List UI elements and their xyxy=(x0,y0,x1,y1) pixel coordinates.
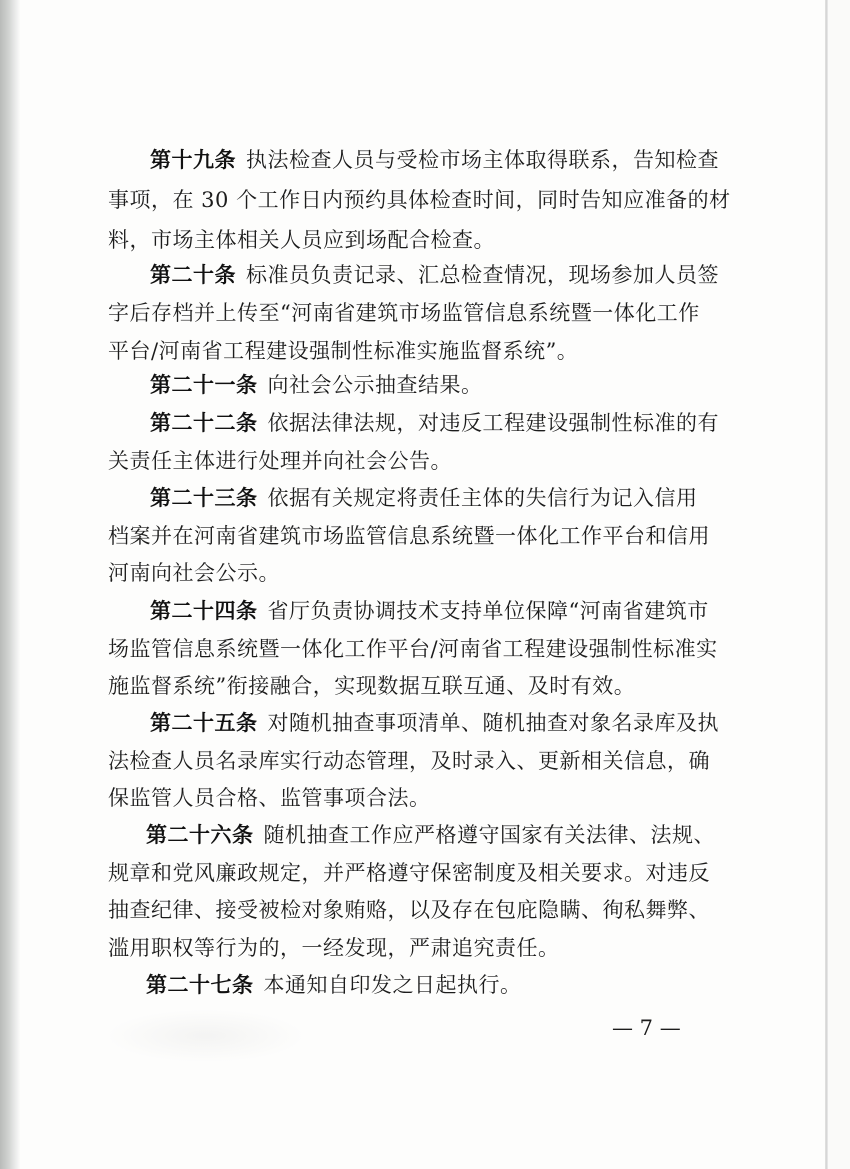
scan-smudge xyxy=(108,1010,303,1062)
article-22-title: 第二十二条 xyxy=(150,411,258,435)
article-23-line-1 xyxy=(150,483,698,513)
page-number: — 7 — xyxy=(612,1016,681,1040)
article-23-line-3: 河南向社会公示。 xyxy=(108,561,280,585)
article-24-line-3: 施监督系统”衔接融合，实现数据互联互通、及时有效。 xyxy=(108,674,636,698)
article-19-title: 第十九条 xyxy=(150,148,236,172)
article-20-line-3: 平台/河南省工程建设强制性标准实施监督系统”。 xyxy=(108,339,579,363)
article-25-line-2: 法检查人员名录库实行动态管理，及时录入、更新相关信息，确 xyxy=(108,749,710,773)
article-21-line-1 xyxy=(150,370,483,400)
article-20-line-2: 字后存档并上传至“河南省建筑市场监管信息系统暨一体化工作 xyxy=(108,301,700,325)
article-24-line-2: 场监管信息系统暨一体化工作平台/河南省工程建设强制性标准实 xyxy=(108,637,718,661)
scan-margin-right xyxy=(828,0,850,1169)
article-26-line-4: 滥用职权等行为的，一经发现，严肃追究责任。 xyxy=(108,936,560,960)
article-23-line-2: 档案并在河南省建筑市场监管信息系统暨一体化工作平台和信用 xyxy=(108,524,710,548)
article-25-line-1 xyxy=(150,708,719,738)
article-25-title: 第二十五条 xyxy=(150,711,258,735)
article-27-text-1: 本通知自印发之日起执行。 xyxy=(263,973,522,997)
article-21-text-1: 向社会公示抽查结果。 xyxy=(267,373,483,397)
article-21-title: 第二十一条 xyxy=(150,373,258,397)
article-19-line-3: 料，市场主体相关人员应到场配合检查。 xyxy=(108,228,495,252)
article-27-title: 第二十七条 xyxy=(146,973,254,997)
article-23-text-1: 依据有关规定将责任主体的失信行为记入信用 xyxy=(267,486,698,510)
article-23-title: 第二十三条 xyxy=(150,486,258,510)
article-19-line-2: 事项，在 30 个工作日内预约具体检查时间，同时告知应准备的材 xyxy=(108,188,731,212)
article-20-text-1: 标准员负责记录、汇总检查情况，现场参加人员签 xyxy=(246,263,719,287)
article-20-title: 第二十条 xyxy=(150,263,236,287)
article-25-line-3: 保监管人员合格、监管事项合法。 xyxy=(108,786,431,810)
article-24-text-1: 省厅负责协调技术支持单位保障“河南省建筑市 xyxy=(267,599,709,623)
article-25-text-1: 对随机抽查事项清单、随机抽查对象名录库及执 xyxy=(267,711,719,735)
article-24-title: 第二十四条 xyxy=(150,599,258,623)
article-24-line-1 xyxy=(150,596,709,626)
article-27-line-1 xyxy=(146,970,522,1000)
article-19-line-1 xyxy=(150,145,719,175)
article-19-text-1: 执法检查人员与受检市场主体取得联系，告知检查 xyxy=(246,148,719,172)
article-22-line-2: 关责任主体进行处理并向社会公告。 xyxy=(108,449,452,473)
article-26-title: 第二十六条 xyxy=(146,823,254,847)
article-26-text-1: 随机抽查工作应严格遵守国家有关法律、法规、 xyxy=(263,823,715,847)
article-22-text-1: 依据法律法规，对违反工程建设强制性标准的有 xyxy=(267,411,719,435)
scan-edge-left xyxy=(0,0,20,1169)
article-20-line-1 xyxy=(150,260,719,290)
article-26-line-3: 抽查纪律、接受被检对象贿赂，以及存在包庇隐瞒、徇私舞弊、 xyxy=(108,898,710,922)
article-26-line-2: 规章和党风廉政规定，并严格遵守保密制度及相关要求。对违反 xyxy=(108,861,710,885)
article-26-line-1 xyxy=(146,820,715,850)
article-22-line-1 xyxy=(150,408,719,438)
